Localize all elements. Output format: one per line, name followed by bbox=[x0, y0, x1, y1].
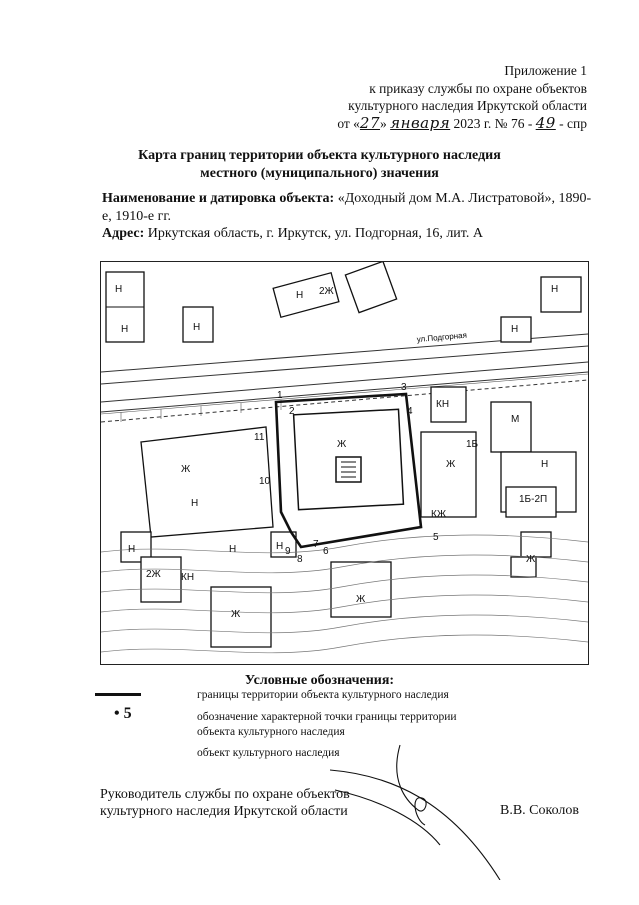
bldg-label: 2Ж bbox=[146, 569, 161, 580]
object-address bbox=[102, 225, 592, 243]
bldg-label: 1Б bbox=[466, 439, 479, 450]
object-info bbox=[102, 190, 592, 243]
street-label: ул.Подгорная bbox=[416, 330, 468, 344]
order-suffix: - спр bbox=[555, 115, 587, 131]
bldg-label: КЖ bbox=[431, 509, 447, 520]
document-title bbox=[0, 147, 639, 182]
legend-point-text bbox=[197, 710, 457, 740]
bldg-label: Н bbox=[511, 324, 519, 335]
bldg-label: Н bbox=[229, 544, 237, 555]
appendix-header bbox=[337, 62, 587, 132]
boundary-point: 4 bbox=[407, 406, 413, 417]
legend-boundary-text: границы территории объекта культурного наследия bbox=[197, 689, 449, 701]
boundary-point: 1 bbox=[277, 390, 283, 401]
boundary-point: 9 bbox=[285, 546, 291, 557]
bldg-label: Н bbox=[191, 498, 199, 509]
bldg-label: КН bbox=[181, 572, 195, 583]
bldg-label: Н bbox=[121, 324, 129, 335]
boundary-point: 5 bbox=[433, 532, 439, 543]
title-line2: местного (муниципального) значения bbox=[200, 165, 439, 181]
bldg-label: Н bbox=[296, 290, 304, 301]
boundary-point: 8 bbox=[297, 554, 303, 565]
bldg-label: Н bbox=[128, 544, 136, 555]
object-name bbox=[102, 190, 592, 225]
date-prefix: от « bbox=[337, 115, 360, 131]
legend-point-line2: объекта культурного наследия bbox=[197, 726, 345, 738]
bldg-label: Ж bbox=[446, 459, 456, 470]
bldg-label: Ж bbox=[337, 439, 347, 450]
legend-point-symbol: • 5 bbox=[114, 705, 132, 722]
bldg-label: М bbox=[511, 414, 520, 425]
boundary-point: 3 bbox=[401, 382, 407, 393]
bldg-label: Ж bbox=[526, 554, 536, 565]
bldg-label: 1Б-2П bbox=[519, 494, 548, 505]
appendix-line1: Приложение 1 bbox=[504, 63, 587, 78]
order-number: 49 bbox=[535, 113, 556, 132]
bldg-label: Н bbox=[193, 322, 201, 333]
legend-boundary-symbol bbox=[95, 693, 141, 696]
boundary-point: 7 bbox=[313, 539, 319, 550]
legend-object-text: объект культурного наследия bbox=[197, 747, 340, 759]
position-line1: Руководитель службы по охране объектов bbox=[100, 787, 350, 802]
object-name-value: «Доходный дом М.А. Листратовой», 1890-е, 1910-е гг. bbox=[102, 191, 592, 224]
appendix-line2: к приказу службы по охране объектов bbox=[369, 80, 587, 96]
title-line1: Карта границ территории объекта культурного наследия bbox=[138, 148, 501, 163]
legend-title: Условные обозначения: bbox=[244, 673, 395, 688]
appendix-date-line bbox=[337, 115, 587, 133]
legend-point-line1: обозначение характерной точки границы территории bbox=[197, 711, 457, 723]
boundary-map bbox=[100, 261, 589, 665]
bldg-label: Н bbox=[551, 284, 559, 295]
boundary-point: 11 bbox=[254, 432, 265, 443]
bldg-label: Н bbox=[115, 284, 123, 295]
date-mid: » bbox=[380, 115, 391, 131]
position-line2: культурного наследия Иркутской области bbox=[100, 804, 348, 819]
boundary-point: 6 bbox=[323, 546, 329, 557]
object-address-value: Иркутская область, г. Иркутск, ул. Подгорная, 16, лит. А bbox=[144, 226, 483, 241]
signatory-position bbox=[100, 786, 350, 820]
bldg-label: 2Ж bbox=[319, 286, 334, 297]
boundary-point: 10 bbox=[259, 476, 271, 487]
object-name-label: Наименование и датировка объекта: bbox=[102, 191, 335, 206]
bldg-label: Ж bbox=[356, 594, 366, 605]
date-day: 27 bbox=[359, 113, 381, 132]
bldg-label: КН bbox=[436, 399, 450, 410]
date-month: января bbox=[390, 113, 451, 132]
bldg-label: Ж bbox=[231, 609, 241, 620]
signatory-name: В.В. Соколов bbox=[500, 803, 580, 818]
bldg-label: Н bbox=[276, 541, 284, 552]
appendix-line3: культурного наследия Иркутской области bbox=[348, 98, 587, 113]
bldg-label: Н bbox=[541, 459, 549, 470]
date-year: 2023 г. № 76 - bbox=[450, 115, 536, 131]
object-address-label: Адрес: bbox=[102, 226, 145, 241]
boundary-point: 2 bbox=[289, 406, 295, 417]
bldg-label: Ж bbox=[181, 464, 191, 475]
